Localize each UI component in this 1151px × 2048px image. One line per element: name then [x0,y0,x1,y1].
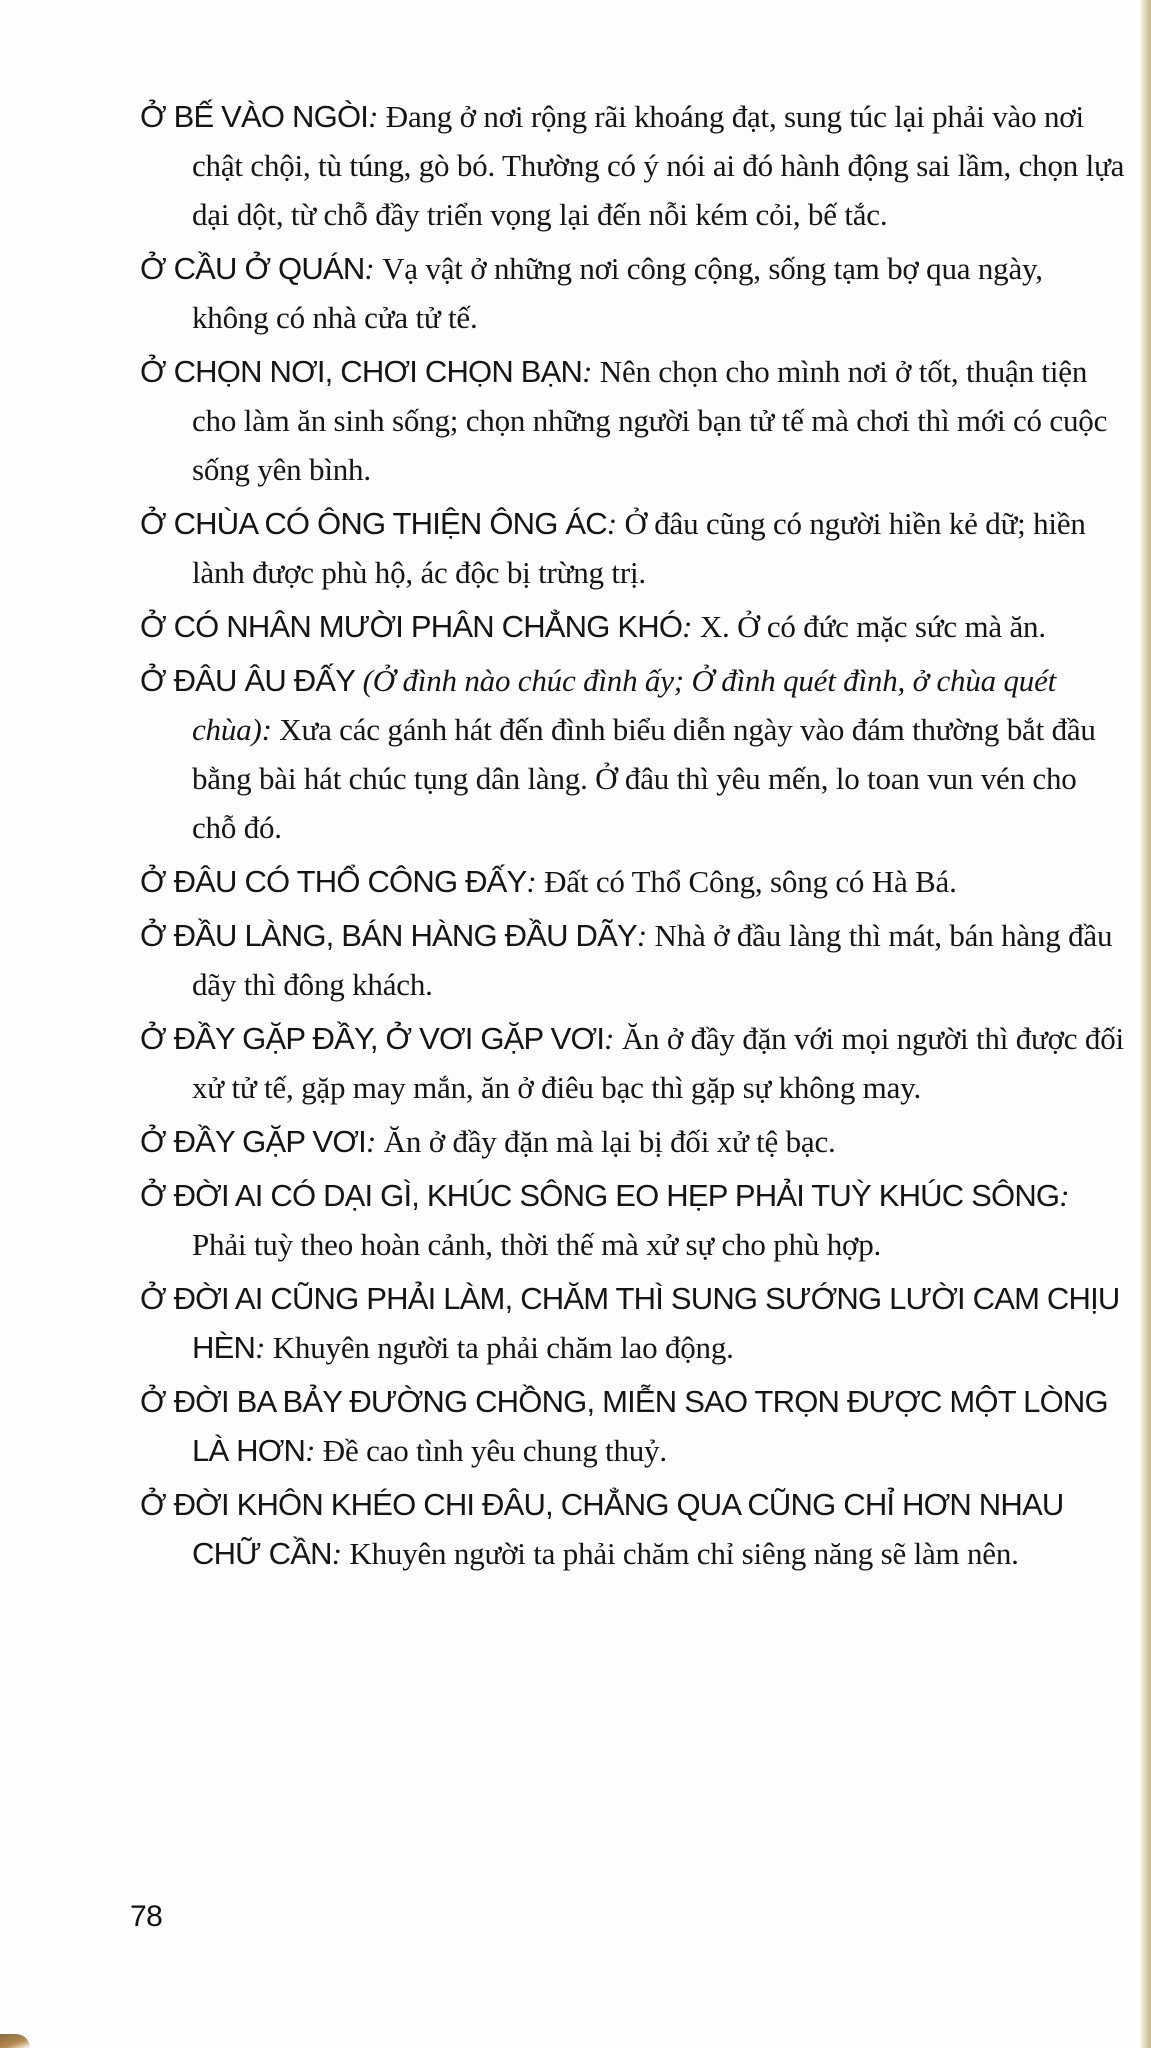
proverb-entry [140,602,1125,651]
proverb-entry [140,244,1125,342]
page-corner-shadow [0,2034,30,2048]
entry-separator: : [682,609,700,644]
entry-definition: Nhà ở đầu làng thì mát, bán hàng đầu dãy thì đông khách. [192,918,1113,1002]
entry-definition: Khuyên người ta phải chăm lao động. [272,1330,734,1365]
page-edge-shadow [1141,0,1151,2048]
entry-headword: Ở ĐÂU ÂU ĐẤY [140,663,356,698]
entry-headword: Ở CẦU Ở QUÁN [140,251,365,286]
entry-separator: : [582,354,600,389]
entry-variants: (Ở đình nào chúc đình ấy; Ở đình quét đình, ở chùa quét chùa) [192,663,1057,747]
entry-separator: : [255,1330,273,1365]
entry-separator: : [1059,1178,1070,1213]
entry-definition: Đang ở nơi rộng rãi khoáng đạt, sung túc lại phải vào nơi chật chội, tù túng, gò bó. Thường có ý nói ai đó hành động sai lầm, chọn lựa dại dột, từ chỗ đầy triển vọng lại đến nỗi kém cỏi, bế tắc. [192,99,1125,232]
entry-definition: Phải tuỳ theo hoàn cảnh, thời thế mà xử sự cho phù hợp. [192,1227,882,1262]
entry-definition: Ăn ở đầy đặn với mọi người thì được đối xử tử tế, gặp may mắn, ăn ở điêu bạc thì gặp sự không may. [192,1021,1124,1105]
proverb-entry [140,1377,1125,1475]
entry-separator: : [364,251,383,286]
page-number: 78 [130,1900,163,1933]
entry-headword: Ở CHÙA CÓ ÔNG THIỆN ÔNG ÁC [140,506,607,541]
entry-definition: Vạ vật ở những nơi công cộng, sống tạm bợ qua ngày, không có nhà cửa tử tế. [192,251,1043,335]
proverb-entry [140,857,1125,906]
proverb-entry [140,92,1125,239]
entry-separator: : [261,712,280,747]
entry-separator: : [368,99,386,134]
entry-separator: : [331,1536,350,1571]
proverb-entry [140,1171,1125,1269]
proverb-entry [140,1117,1125,1166]
proverb-entry-list [140,92,1125,1583]
entry-definition: Nên chọn cho mình nơi ở tốt, thuận tiện cho làm ăn sinh sống; chọn những người bạn tử tế mà chơi thì mới có cuộc sống yên bình. [192,354,1108,487]
proverb-entry [140,656,1125,852]
proverb-entry [140,499,1125,597]
entry-headword: Ở CHỌN NƠI, CHƠI CHỌN BẠN [140,354,583,389]
entry-headword: Ở ĐẦY GẶP ĐẦY, Ở VƠI GẶP VƠI [140,1021,605,1056]
entry-separator: : [305,1433,323,1468]
proverb-entry [140,911,1125,1009]
entry-headword: Ở ĐỜI AI CÓ DẠI GÌ, KHÚC SÔNG EO HẸP PHẢI TUỲ KHÚC SÔNG [140,1178,1060,1213]
proverb-entry [140,1480,1125,1578]
entry-definition: Xưa các gánh hát đến đình biểu diễn ngày vào đám thường bắt đầu bằng bài hát chúc tụng dân làng. Ở đâu thì yêu mến, lo toan vun vén cho chỗ đó. [192,712,1096,845]
entry-headword: Ở BẾ VÀO NGÒI [140,99,369,134]
proverb-entry [140,1274,1125,1372]
entry-definition: Khuyên người ta phải chăm chỉ siêng năng sẽ làm nên. [349,1536,1019,1571]
entry-headword: Ở ĐẦU LÀNG, BÁN HÀNG ĐẦU DÃY [140,918,637,953]
entry-definition: Đề cao tình yêu chung thuỷ. [322,1433,667,1468]
entry-headword: Ở ĐẦY GẶP VƠI [140,1124,366,1159]
proverb-entry [140,1014,1125,1112]
entry-definition: X. Ở có đức mặc sức mà ăn. [699,609,1046,644]
entry-definition: Ăn ở đầy đặn mà lại bị đối xử tệ bạc. [383,1124,836,1159]
entry-headword: Ở ĐỜI BA BẢY ĐƯỜNG CHỒNG, MIỄN SAO TRỌN ĐƯỢC MỘT LÒNG LÀ HƠN [140,1384,1108,1468]
entry-separator: : [365,1124,384,1159]
entry-headword: Ở ĐỜI KHÔN KHÉO CHI ĐÂU, CHẲNG QUA CŨNG CHỈ HƠN NHAU CHỮ CẦN [140,1487,1064,1571]
entry-headword: Ở CÓ NHÂN MƯỜI PHÂN CHẲNG KHÓ [140,609,683,644]
entry-separator: : [526,864,545,899]
entry-headword: Ở ĐỜI AI CŨNG PHẢI LÀM, CHĂM THÌ SUNG SƯỚNG LƯỜI CAM CHỊU HÈN [140,1281,1120,1365]
entry-definition: Ở đâu cũng có người hiền kẻ dữ; hiền lành được phù hộ, ác độc bị trừng trị. [192,506,1086,590]
entry-separator: : [606,506,625,541]
entry-headword: Ở ĐÂU CÓ THỔ CÔNG ĐẤY [140,864,527,899]
entry-separator: : [604,1021,622,1056]
entry-separator: : [636,918,655,953]
proverb-entry [140,347,1125,494]
entry-definition: Đất có Thổ Công, sông có Hà Bá. [544,864,957,899]
